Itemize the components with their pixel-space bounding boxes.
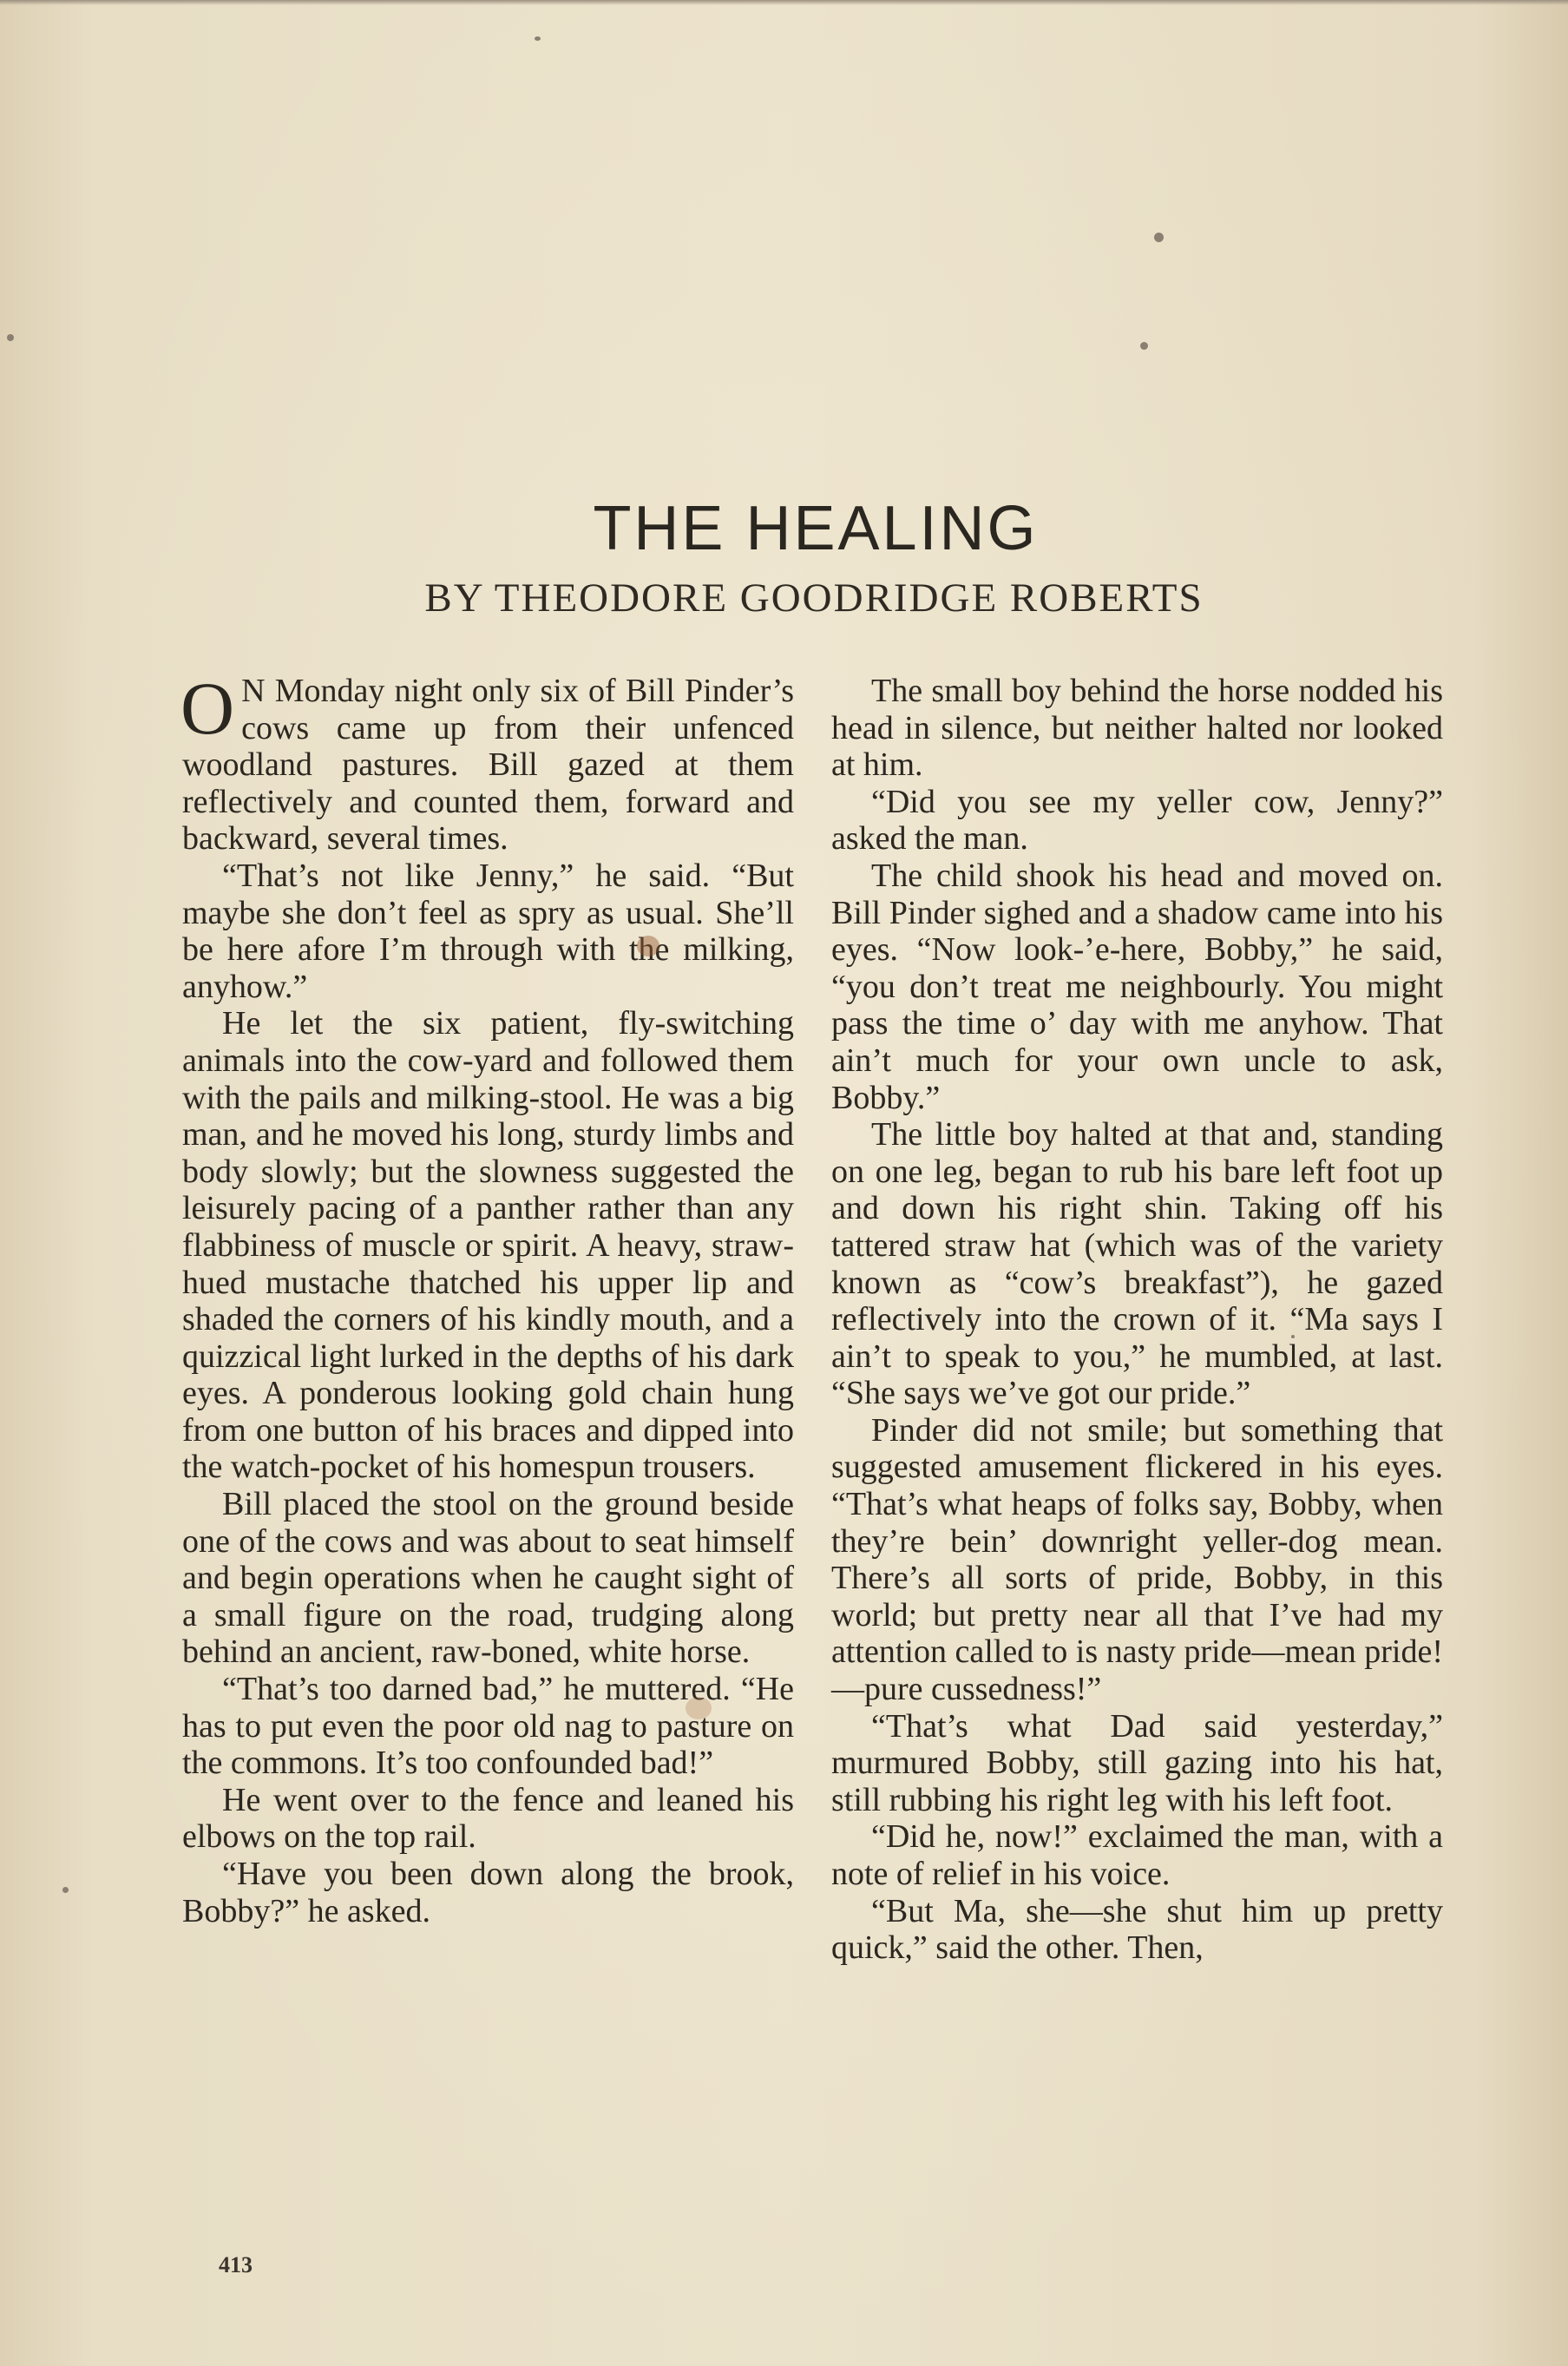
article-byline: BY THEODORE GOODRIDGE ROBERTS [424, 575, 1204, 621]
page-number: 413 [219, 2252, 253, 2277]
print-speck [1154, 233, 1164, 242]
print-speck [62, 1887, 69, 1893]
ink-stain [637, 936, 659, 956]
body-paragraph: The child shook his head and moved on. Bill Pinder sighed and a shadow came into his eyes. “Now look-’e-here, Bobby,” he said, “you don’t treat me neighbourly. You might pass the time o’ day with me anyhow. That ain’t much for your own uncle to ask, Bobby.” [831, 857, 1443, 1116]
body-paragraph: The small boy behind the horse nodded his head in silence, but neither halted nor looked at him. [831, 673, 1443, 784]
print-speck [7, 334, 14, 341]
drop-cap: O [180, 667, 235, 750]
body-paragraph: “That’s not like Jenny,” he said. “But maybe she don’t feel as spry as usual. She’ll be here afore I’m through with the milking, anyhow.” [182, 857, 794, 1005]
body-paragraph: “Did he, now!” exclaimed the man, with a note of relief in his voice. [831, 1818, 1443, 1892]
body-paragraph: “That’s what Dad said yesterday,” murmured Bobby, still gazing into his hat, still rubbing his right leg with his left foot. [831, 1707, 1443, 1818]
print-speck [535, 36, 541, 41]
body-paragraph: “Did you see my yeller cow, Jenny?” asked the man. [831, 783, 1443, 858]
body-paragraph: The little boy halted at that and, standing on one leg, began to rub his bare left foot up and down his right shin. Taking off his tattered straw hat (which was of the variety known as “cow’s breakfast”), he gazed reflectively into the crown of it. “Ma says I ain’t to speak to you,” he mumbled, at last. “She says we’ve got our pride.” [831, 1116, 1443, 1412]
body-paragraph: He let the six patient, fly-switching animals into the cow-yard and followed them with the pails and milking-stool. He was a big man, and he moved his long, sturdy limbs and body slowly; but the slowness suggested the leisurely pacing of a panther rather than any flabbiness of muscle or spirit. A heavy, straw-hued mustache thatched his upper lip and shaded the corners of his kindly mouth, and a quizzical light lurked in the depths of his dark eyes. A ponderous looking gold chain hung from one button of his braces and dipped into the watch-pocket of his homespun trousers. [182, 1005, 794, 1486]
left-text-column [180, 667, 794, 1929]
body-paragraph: “That’s too darned bad,” he muttered. “He has to put even the poor old nag to pasture on the commons. It’s too confounded bad!” [182, 1671, 794, 1782]
page-top-edge [0, 0, 1568, 5]
opening-paragraph-text: N Monday night only six of Bill Pinder’s cows came up from their unfenced woodland pastures. Bill gazed at them reflectively and counted them, forward and backward, several times. [182, 673, 794, 858]
right-text-column [831, 673, 1443, 1967]
body-paragraph: “But Ma, she—she shut him up pretty quick,” said the other. Then, [831, 1892, 1443, 1967]
body-paragraph: “Have you been down along the brook, Bobby?” he asked. [182, 1856, 794, 1929]
body-paragraph: Pinder did not smile; but something that suggested amusement flickered in his eyes. “That’s what heaps of folks say, Bobby, when they’re bein’ downright yeller-dog mean. There’s all sorts of pride, Bobby, in this world; but pretty near all that I’ve had my attention called to is nasty pride—mean pride!—pure cussedness!” [831, 1411, 1443, 1708]
print-speck [1140, 342, 1148, 350]
opening-paragraph [180, 667, 794, 858]
body-paragraph: Bill placed the stool on the ground beside one of the cows and was about to seat himself and begin operations when he caught sight of a small figure on the road, trudging along behind an ancient, raw-boned, white horse. [182, 1486, 794, 1671]
body-paragraph: He went over to the fence and leaned his elbows on the top rail. [182, 1781, 794, 1856]
ink-stain [686, 1697, 712, 1719]
article-title: THE HEALING [593, 494, 1039, 564]
